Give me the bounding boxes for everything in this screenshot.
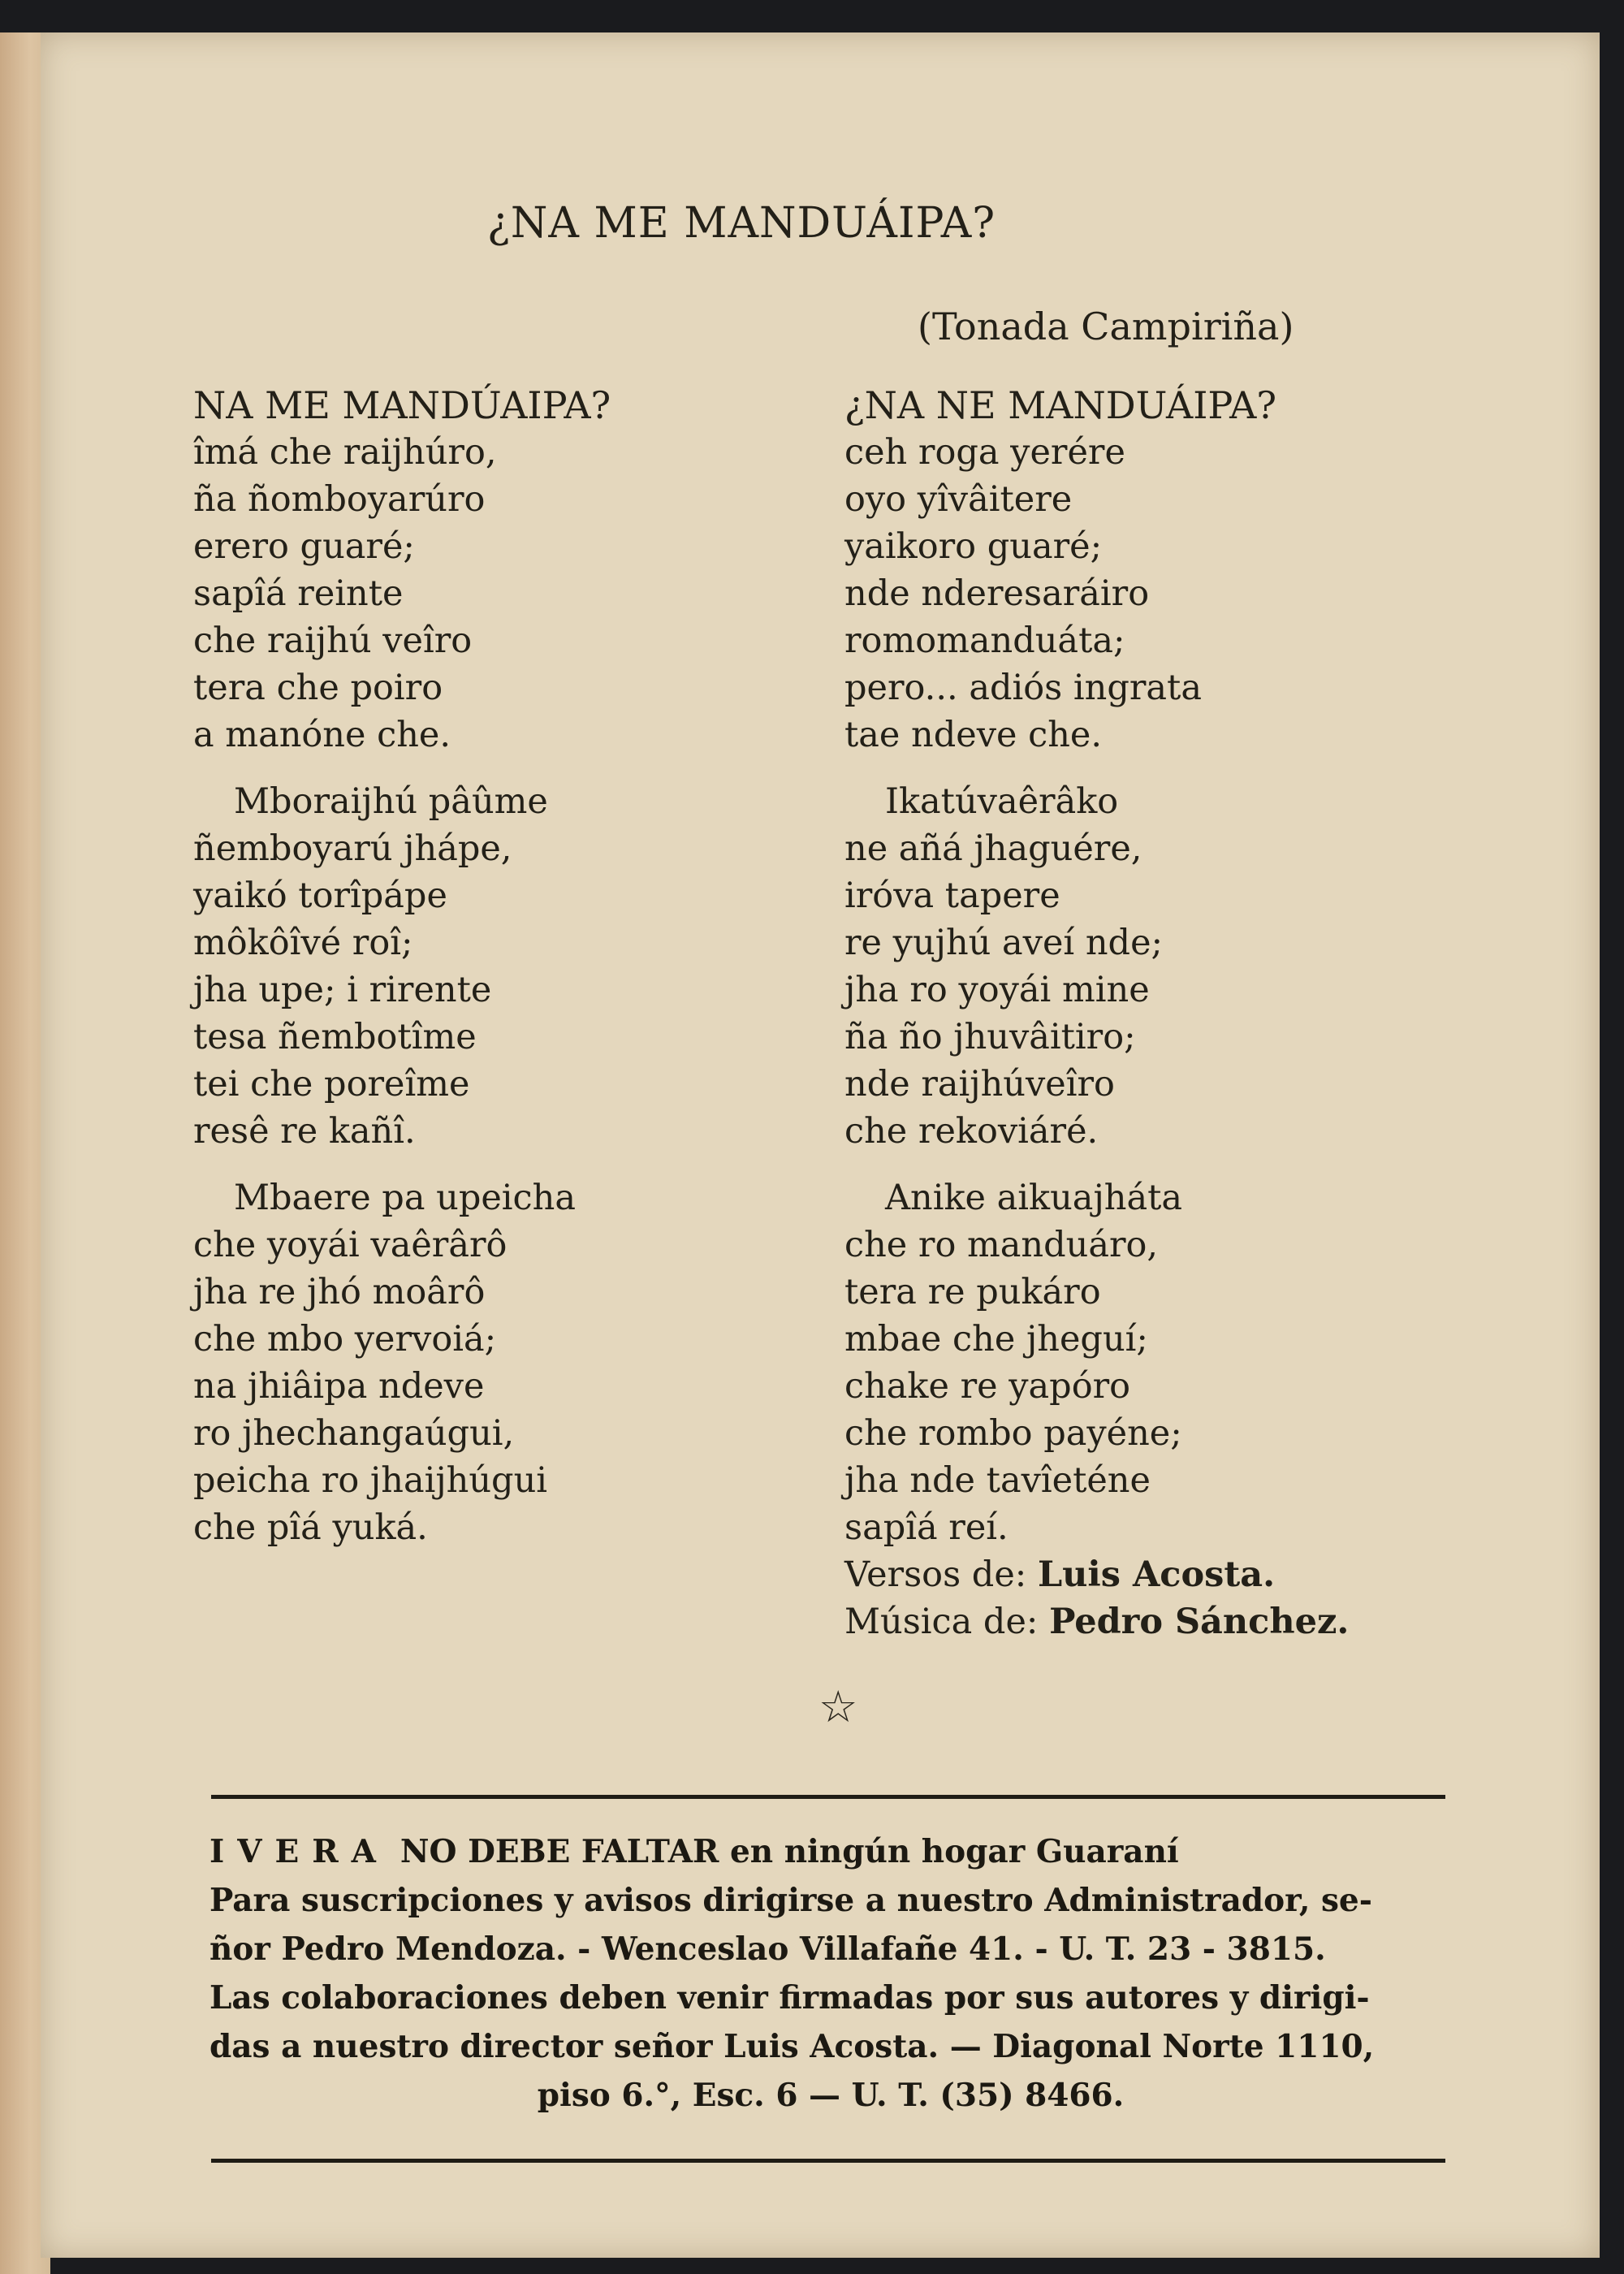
verse-line: Ikatúvaêrâko: [885, 781, 1119, 822]
magazine-name: IVERA: [209, 1833, 389, 1870]
verses-credit: [844, 1551, 1478, 1598]
right-column-heading: ¿NA NE MANDUÁIPA?: [844, 383, 1277, 427]
verse-line: tera re pukáro: [844, 1272, 1101, 1312]
verse-line: Mbaere pa upeicha: [234, 1178, 576, 1218]
verse-line: peicha ro jhaijhúgui: [193, 1460, 548, 1501]
right-column: [844, 382, 1478, 1645]
stanza: [844, 778, 1478, 1155]
left-column: [193, 382, 827, 1551]
music-label: Música de:: [844, 1602, 1039, 1642]
verse-line: Mboraijhú pâûme: [234, 781, 548, 822]
verse-line: yaikó torîpápe: [193, 875, 447, 916]
verse-line: che mbo yervoiá;: [193, 1319, 497, 1360]
verse-line: môkôîvé roî;: [193, 923, 413, 963]
verses-author: Luis Acosta.: [1037, 1554, 1276, 1595]
verse-line: che yoyái vaêrârô: [193, 1225, 508, 1265]
verse-line: oyo yîvâitere: [844, 479, 1073, 520]
verse-line: che rekoviáré.: [844, 1111, 1099, 1152]
verse-line: ne añá jhaguére,: [844, 828, 1142, 869]
verse-line: pero... adiós ingrata: [844, 668, 1202, 708]
verse-line: sapîá reinte: [193, 573, 404, 614]
verse-line: tera che poiro: [193, 668, 443, 708]
notice-text: NO DEBE FALTAR en ningún hogar Guaraní: [400, 1833, 1179, 1870]
poem-title: ¿NA ME MANDUÁIPA?: [487, 199, 996, 248]
verse-line: che raijhú veîro: [193, 620, 473, 661]
stanza: [193, 429, 827, 759]
verse-line: che ro manduáro,: [844, 1225, 1159, 1265]
verse-line: ceh roga yerére: [844, 432, 1125, 473]
notice-line: [209, 1827, 1452, 1876]
stanza: [844, 1174, 1478, 1551]
notice-line: Para suscripciones y avisos dirigirse a nuestro Administrador, se-: [209, 1882, 1372, 1919]
verse-line: mbae che jheguí;: [844, 1319, 1148, 1360]
notice-line: das a nuestro director señor Luis Acosta. — Diagonal Norte 1110,: [209, 2028, 1375, 2065]
notice-line: ñor Pedro Mendoza. - Wenceslao Villafañe 41. - U. T. 23 - 3815.: [209, 1930, 1326, 1968]
music-credit: [844, 1598, 1478, 1645]
notice-line: piso 6.°, Esc. 6 — U. T. (35) 8466.: [537, 2077, 1125, 2114]
poem-subtitle: (Tonada Campiriña): [918, 305, 1294, 348]
verse-line: jha nde tavîeténe: [844, 1460, 1151, 1501]
verse-line: jha ro yoyái mine: [844, 970, 1150, 1010]
verses-label: Versos de:: [844, 1554, 1027, 1595]
stanza: [844, 429, 1478, 759]
stanza: [193, 778, 827, 1155]
divider-top: [211, 1795, 1445, 1799]
stanza: [193, 1174, 827, 1551]
divider-bottom: [211, 2159, 1445, 2163]
verse-line: resê re kañî.: [193, 1111, 416, 1152]
verse-line: nde raijhúveîro: [844, 1064, 1115, 1105]
verse-line: yaikoro guaré;: [844, 526, 1103, 567]
verse-line: na jhiâipa ndeve: [193, 1366, 485, 1407]
music-author: Pedro Sánchez.: [1049, 1602, 1350, 1642]
verse-line: che pîá yuká.: [193, 1507, 428, 1548]
magazine-notice: [209, 1827, 1452, 2120]
verse-line: ñemboyarú jhápe,: [193, 828, 512, 869]
verse-line: ña ñomboyarúro: [193, 479, 486, 520]
verse-line: sapîá reí.: [844, 1507, 1009, 1548]
verse-line: erero guaré;: [193, 526, 415, 567]
verse-line: tesa ñembotîme: [193, 1017, 477, 1057]
verse-line: chake re yapóro: [844, 1366, 1131, 1407]
book-page: [41, 32, 1600, 2258]
verse-line: ña ño jhuvâitiro;: [844, 1017, 1136, 1057]
verse-line: Anike aikuajháta: [885, 1178, 1183, 1218]
verse-line: tei che poreîme: [193, 1064, 470, 1105]
left-column-heading: NA ME MANDÚAIPA?: [193, 383, 611, 427]
verse-line: îmá che raijhúro,: [193, 432, 497, 473]
verse-line: ro jhechangaúgui,: [193, 1413, 515, 1454]
verse-line: che rombo payéne;: [844, 1413, 1182, 1454]
verse-line: re yujhú aveí nde;: [844, 923, 1163, 963]
verse-line: nde nderesaráiro: [844, 573, 1150, 614]
verse-line: a manóne che.: [193, 715, 451, 755]
verse-line: jha re jhó moârô: [193, 1272, 486, 1312]
verse-line: tae ndeve che.: [844, 715, 1102, 755]
verse-line: iróva tapere: [844, 875, 1060, 916]
verse-line: jha upe; i rirente: [193, 970, 492, 1010]
star-ornament-icon: ☆: [818, 1681, 858, 1732]
notice-line: Las colaboraciones deben venir firmadas por sus autores y dirigi-: [209, 1979, 1370, 2017]
verse-line: romomanduáta;: [844, 620, 1125, 661]
